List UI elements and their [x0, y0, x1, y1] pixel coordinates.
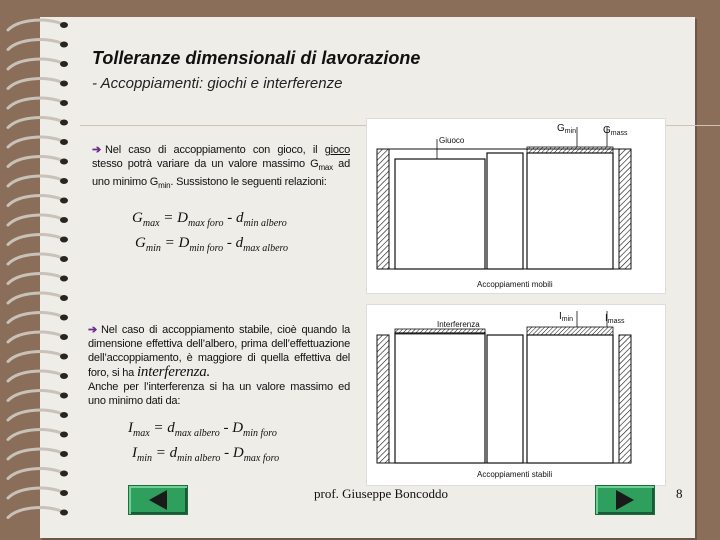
binding-ring: [8, 79, 62, 89]
binding-hole: [60, 100, 68, 106]
binding-hole: [60, 61, 68, 67]
binding-ring: [8, 410, 62, 420]
binding-hole: [60, 120, 68, 126]
binding-hole: [60, 198, 68, 204]
binding-ring: [8, 137, 62, 147]
binding-hole: [60, 256, 68, 262]
binding-ring: [8, 332, 62, 342]
figure2-caption: Accoppiamenti stabili: [477, 470, 553, 479]
binding-hole: [60, 237, 68, 243]
binding-ring: [8, 391, 62, 401]
binding-ring: [8, 274, 62, 284]
binding-hole: [60, 22, 68, 28]
bullet-arrow-icon: ➔: [88, 324, 98, 336]
binding-ring: [8, 196, 62, 206]
next-slide-button[interactable]: [595, 485, 655, 515]
binding-hole: [60, 471, 68, 477]
interference-fit-diagram: [367, 305, 665, 485]
binding-ring: [8, 293, 62, 303]
binding-ring: [8, 40, 62, 50]
binding-hole: [60, 432, 68, 438]
binding-ring: [8, 215, 62, 225]
binding-hole: [60, 315, 68, 321]
binding-ring: [8, 176, 62, 186]
binding-hole: [60, 81, 68, 87]
clearance-fit-diagram: [367, 119, 665, 293]
bullet-arrow-icon: ➔: [92, 144, 102, 156]
gioco-link: gioco: [324, 144, 350, 156]
binding-ring: [8, 352, 62, 362]
binding-ring: [8, 20, 62, 30]
binding-hole: [60, 159, 68, 165]
label-gmass: $G_{mass}$: [603, 125, 628, 137]
binding-hole: [60, 178, 68, 184]
formula-gmin: $G_{min} = D_{min foro} - d_{max albero}$: [135, 235, 289, 254]
figure1-caption: Accoppiamenti mobili: [477, 280, 553, 289]
binding-ring: [8, 157, 62, 167]
binding-hole: [60, 276, 68, 282]
previous-slide-button[interactable]: [128, 485, 188, 515]
interferenza-emphasis: interferenza.: [136, 364, 211, 380]
binding-hole: [60, 217, 68, 223]
formula-gmax: $G_{max} = D_{max foro} - d_{min albero}$: [132, 210, 287, 229]
binding-ring: [8, 371, 62, 381]
binding-hole: [60, 334, 68, 340]
formula-imax: $I_{max} = d_{max albero} - D_{min foro}$: [128, 420, 277, 439]
binding-hole: [60, 373, 68, 379]
formula-imin: $I_{min} = d_{min albero} - D_{max foro}$: [132, 445, 280, 464]
binding-hole: [60, 412, 68, 418]
label-imass: $I_{mass}$: [605, 313, 625, 325]
binding-ring: [8, 508, 62, 518]
label-gioco: Giuoco: [439, 136, 465, 145]
binding-hole: [60, 451, 68, 457]
binding-ring: [8, 235, 62, 245]
binding-ring: [8, 430, 62, 440]
binding-ring: [8, 449, 62, 459]
binding-hole: [60, 295, 68, 301]
label-interferenza: Interferenza: [437, 320, 480, 329]
page-number: 8: [676, 486, 683, 501]
binding-hole: [60, 354, 68, 360]
spiral-binding: [0, 0, 80, 540]
binding-ring: [8, 59, 62, 69]
label-imin: $I_{min}$: [559, 311, 574, 323]
figure-accoppiamenti-mobili: [366, 118, 666, 294]
binding-hole: [60, 393, 68, 399]
binding-hole: [60, 139, 68, 145]
binding-ring: [8, 469, 62, 479]
binding-hole: [60, 490, 68, 496]
figure-accoppiamenti-stabili: [366, 304, 666, 486]
paragraph-gioco: ➔ Nel caso di accoppiamento con gioco, il gioco stesso potrà variare da un valore massimo $G_{max}$ ad uno minimo $G_{min}$. Sussistono le seguenti relazioni:: [92, 144, 350, 191]
triangle-left-icon: [129, 486, 187, 514]
page-subtitle: - Accoppiamenti: giochi e interferenze: [92, 75, 343, 92]
binding-ring: [8, 254, 62, 264]
label-gmin: $G_{min}$: [557, 123, 577, 135]
binding-ring: [8, 98, 62, 108]
footer-author: prof. Giuseppe Boncoddo: [314, 486, 448, 501]
triangle-right-icon: [596, 486, 654, 514]
binding-ring: [8, 313, 62, 323]
binding-ring: [8, 118, 62, 128]
binding-hole: [60, 510, 68, 516]
paragraph-interferenza: ➔ Nel caso di accoppiamento stabile, cioè quando la dimensione effettiva dell’albero, prima dell’effettuazione dell’accoppiamento, è maggiore di quella effettiva del foro, si ha interferenza. Anche per l’interferenza si ha un valore massimo ed uno minimo dati da:: [88, 324, 350, 407]
binding-ring: [8, 488, 62, 498]
binding-hole: [60, 42, 68, 48]
page-title: Tolleranze dimensionali di lavorazione: [92, 48, 421, 68]
